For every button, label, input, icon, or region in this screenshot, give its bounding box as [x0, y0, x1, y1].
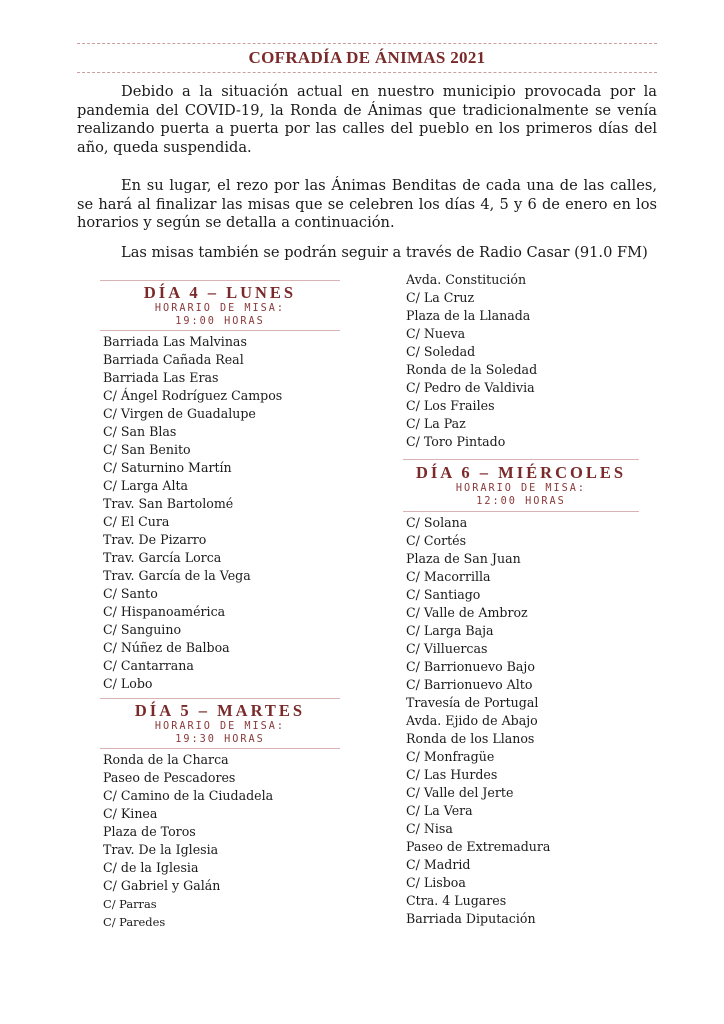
street-item: C/ Núñez de Balboa — [103, 640, 230, 655]
street-item: C/ Macorrilla — [406, 569, 491, 584]
day-6-time: 12:00 HORAS — [476, 496, 566, 507]
street-item: C/ Saturnino Martín — [103, 460, 232, 475]
day-4-street-list — [100, 333, 340, 693]
street-item: C/ Lobo — [103, 676, 153, 691]
street-item: Trav. García Lorca — [103, 550, 222, 565]
street-item: C/ Pedro de Valdivia — [406, 380, 535, 395]
street-item: Trav. De la Iglesia — [103, 842, 219, 857]
day-4-section — [100, 284, 340, 693]
street-item: C/ Camino de la Ciudadela — [103, 788, 274, 803]
street-item: C/ Virgen de Guadalupe — [103, 406, 256, 421]
street-item: C/ Parras — [103, 897, 157, 911]
street-item: Barriada Las Eras — [103, 370, 219, 385]
day5-bottom-rule — [100, 748, 340, 749]
street-item: C/ Larga Alta — [103, 478, 189, 493]
street-item: C/ Cantarrana — [103, 658, 194, 673]
street-item: Trav. San Bartolomé — [103, 496, 234, 511]
day-4-schedule-label: HORARIO DE MISA: — [154, 303, 286, 314]
street-item: C/ Santo — [103, 586, 158, 601]
street-item: C/ Nisa — [406, 821, 453, 836]
street-item: C/ Valle del Jerte — [406, 785, 514, 800]
street-item: C/ San Blas — [103, 424, 177, 439]
day-5-section — [100, 702, 340, 931]
day5-top-rule — [100, 698, 340, 699]
street-item: Avda. Ejido de Abajo — [406, 713, 538, 728]
top-divider — [77, 43, 657, 44]
street-item: Paseo de Extremadura — [406, 839, 551, 854]
street-item: C/ Hispanoamérica — [103, 604, 226, 619]
street-item: C/ Santiago — [406, 587, 481, 602]
street-item: Travesía de Portugal — [406, 695, 539, 710]
street-item: C/ Toro Pintado — [406, 434, 506, 449]
day-5-schedule-label: HORARIO DE MISA: — [154, 721, 286, 732]
street-item: C/ Madrid — [406, 857, 471, 872]
street-item: Avda. Constitución — [406, 272, 527, 287]
street-item: C/ La Paz — [406, 416, 466, 431]
street-item: Ronda de la Soledad — [406, 362, 538, 377]
street-item: C/ Barrionuevo Bajo — [406, 659, 535, 674]
street-item: Paseo de Pescadores — [103, 770, 236, 785]
street-item: Plaza de San Juan — [406, 551, 521, 566]
street-item: C/ Monfragüe — [406, 749, 495, 764]
street-item: Ronda de los Llanos — [406, 731, 535, 746]
title-divider — [77, 72, 657, 73]
street-item: Plaza de la Llanada — [406, 308, 531, 323]
street-item: C/ Solana — [406, 515, 468, 530]
street-item: C/ Ángel Rodríguez Campos — [103, 388, 283, 403]
intro-paragraph-1: Debido a la situación actual en nuestro municipio provocada por la pandemia del COVID-19, la Ronda de Ánimas que tradicionalmente se venía realizando puerta a puerta por las calles del pueblo en los primeros días del año, queda suspendida. — [77, 83, 657, 156]
day-6-schedule-label: HORARIO DE MISA: — [455, 483, 587, 494]
street-item: C/ Villuercas — [406, 641, 488, 656]
street-item: C/ Gabriel y Galán — [103, 878, 221, 893]
day-4-heading: DÍA 4 – LUNES — [143, 283, 297, 302]
street-item: C/ Valle de Ambroz — [406, 605, 528, 620]
street-item: C/ El Cura — [103, 514, 170, 529]
street-item: C/ Paredes — [103, 915, 166, 929]
street-item: Ronda de la Charca — [103, 752, 229, 767]
day-5-street-list — [100, 751, 340, 931]
street-item: C/ Cortés — [406, 533, 467, 548]
day-5-time: 19:30 HORAS — [175, 734, 265, 745]
day-6-heading: DÍA 6 – MIÉRCOLES — [415, 463, 627, 482]
street-item: C/ Kinea — [103, 806, 158, 821]
street-item: C/ San Benito — [103, 442, 191, 457]
day-5-street-list-continued — [403, 271, 639, 451]
street-item: C/ Los Frailes — [406, 398, 495, 413]
street-item: C/ Larga Baja — [406, 623, 494, 638]
street-item: C/ La Vera — [406, 803, 473, 818]
street-item: C/ Soledad — [406, 344, 476, 359]
street-item: C/ Nueva — [406, 326, 466, 341]
day4-top-rule — [100, 280, 340, 281]
street-item: C/ Barrionuevo Alto — [406, 677, 533, 692]
page-title: COFRADÍA DE ÁNIMAS 2021 — [248, 48, 486, 67]
street-item: Plaza de Toros — [103, 824, 196, 839]
day-4-time: 19:00 HORAS — [175, 316, 265, 327]
street-item: Barriada Diputación — [406, 911, 536, 926]
street-item: Barriada Las Malvinas — [103, 334, 247, 349]
street-item: Trav. García de la Vega — [103, 568, 251, 583]
street-item: C/ Sanguino — [103, 622, 182, 637]
day-6-section — [403, 464, 639, 928]
day6-top-rule — [403, 459, 639, 460]
street-item: C/ Lisboa — [406, 875, 466, 890]
day4-bottom-rule — [100, 330, 340, 331]
street-item: Ctra. 4 Lugares — [406, 893, 507, 908]
street-item: Barriada Cañada Real — [103, 352, 244, 367]
day-5-heading: DÍA 5 – MARTES — [134, 701, 306, 720]
left-column — [100, 280, 340, 931]
street-item: C/ de la Iglesia — [103, 860, 199, 875]
right-column — [403, 271, 639, 928]
intro-paragraph-2: En su lugar, el rezo por las Ánimas Benditas de cada una de las calles, se hará al finalizar las misas que se celebren los días 4, 5 y 6 de enero en los horarios y según se detalla a continuación. — [77, 177, 657, 232]
street-item: C/ La Cruz — [406, 290, 475, 305]
day6-bottom-rule — [403, 511, 639, 512]
street-item: C/ Las Hurdes — [406, 767, 498, 782]
street-item: Trav. De Pizarro — [103, 532, 207, 547]
day-6-street-list — [403, 514, 639, 928]
radio-note: Las misas también se podrán seguir a través de Radio Casar (91.0 FM) — [121, 244, 648, 261]
